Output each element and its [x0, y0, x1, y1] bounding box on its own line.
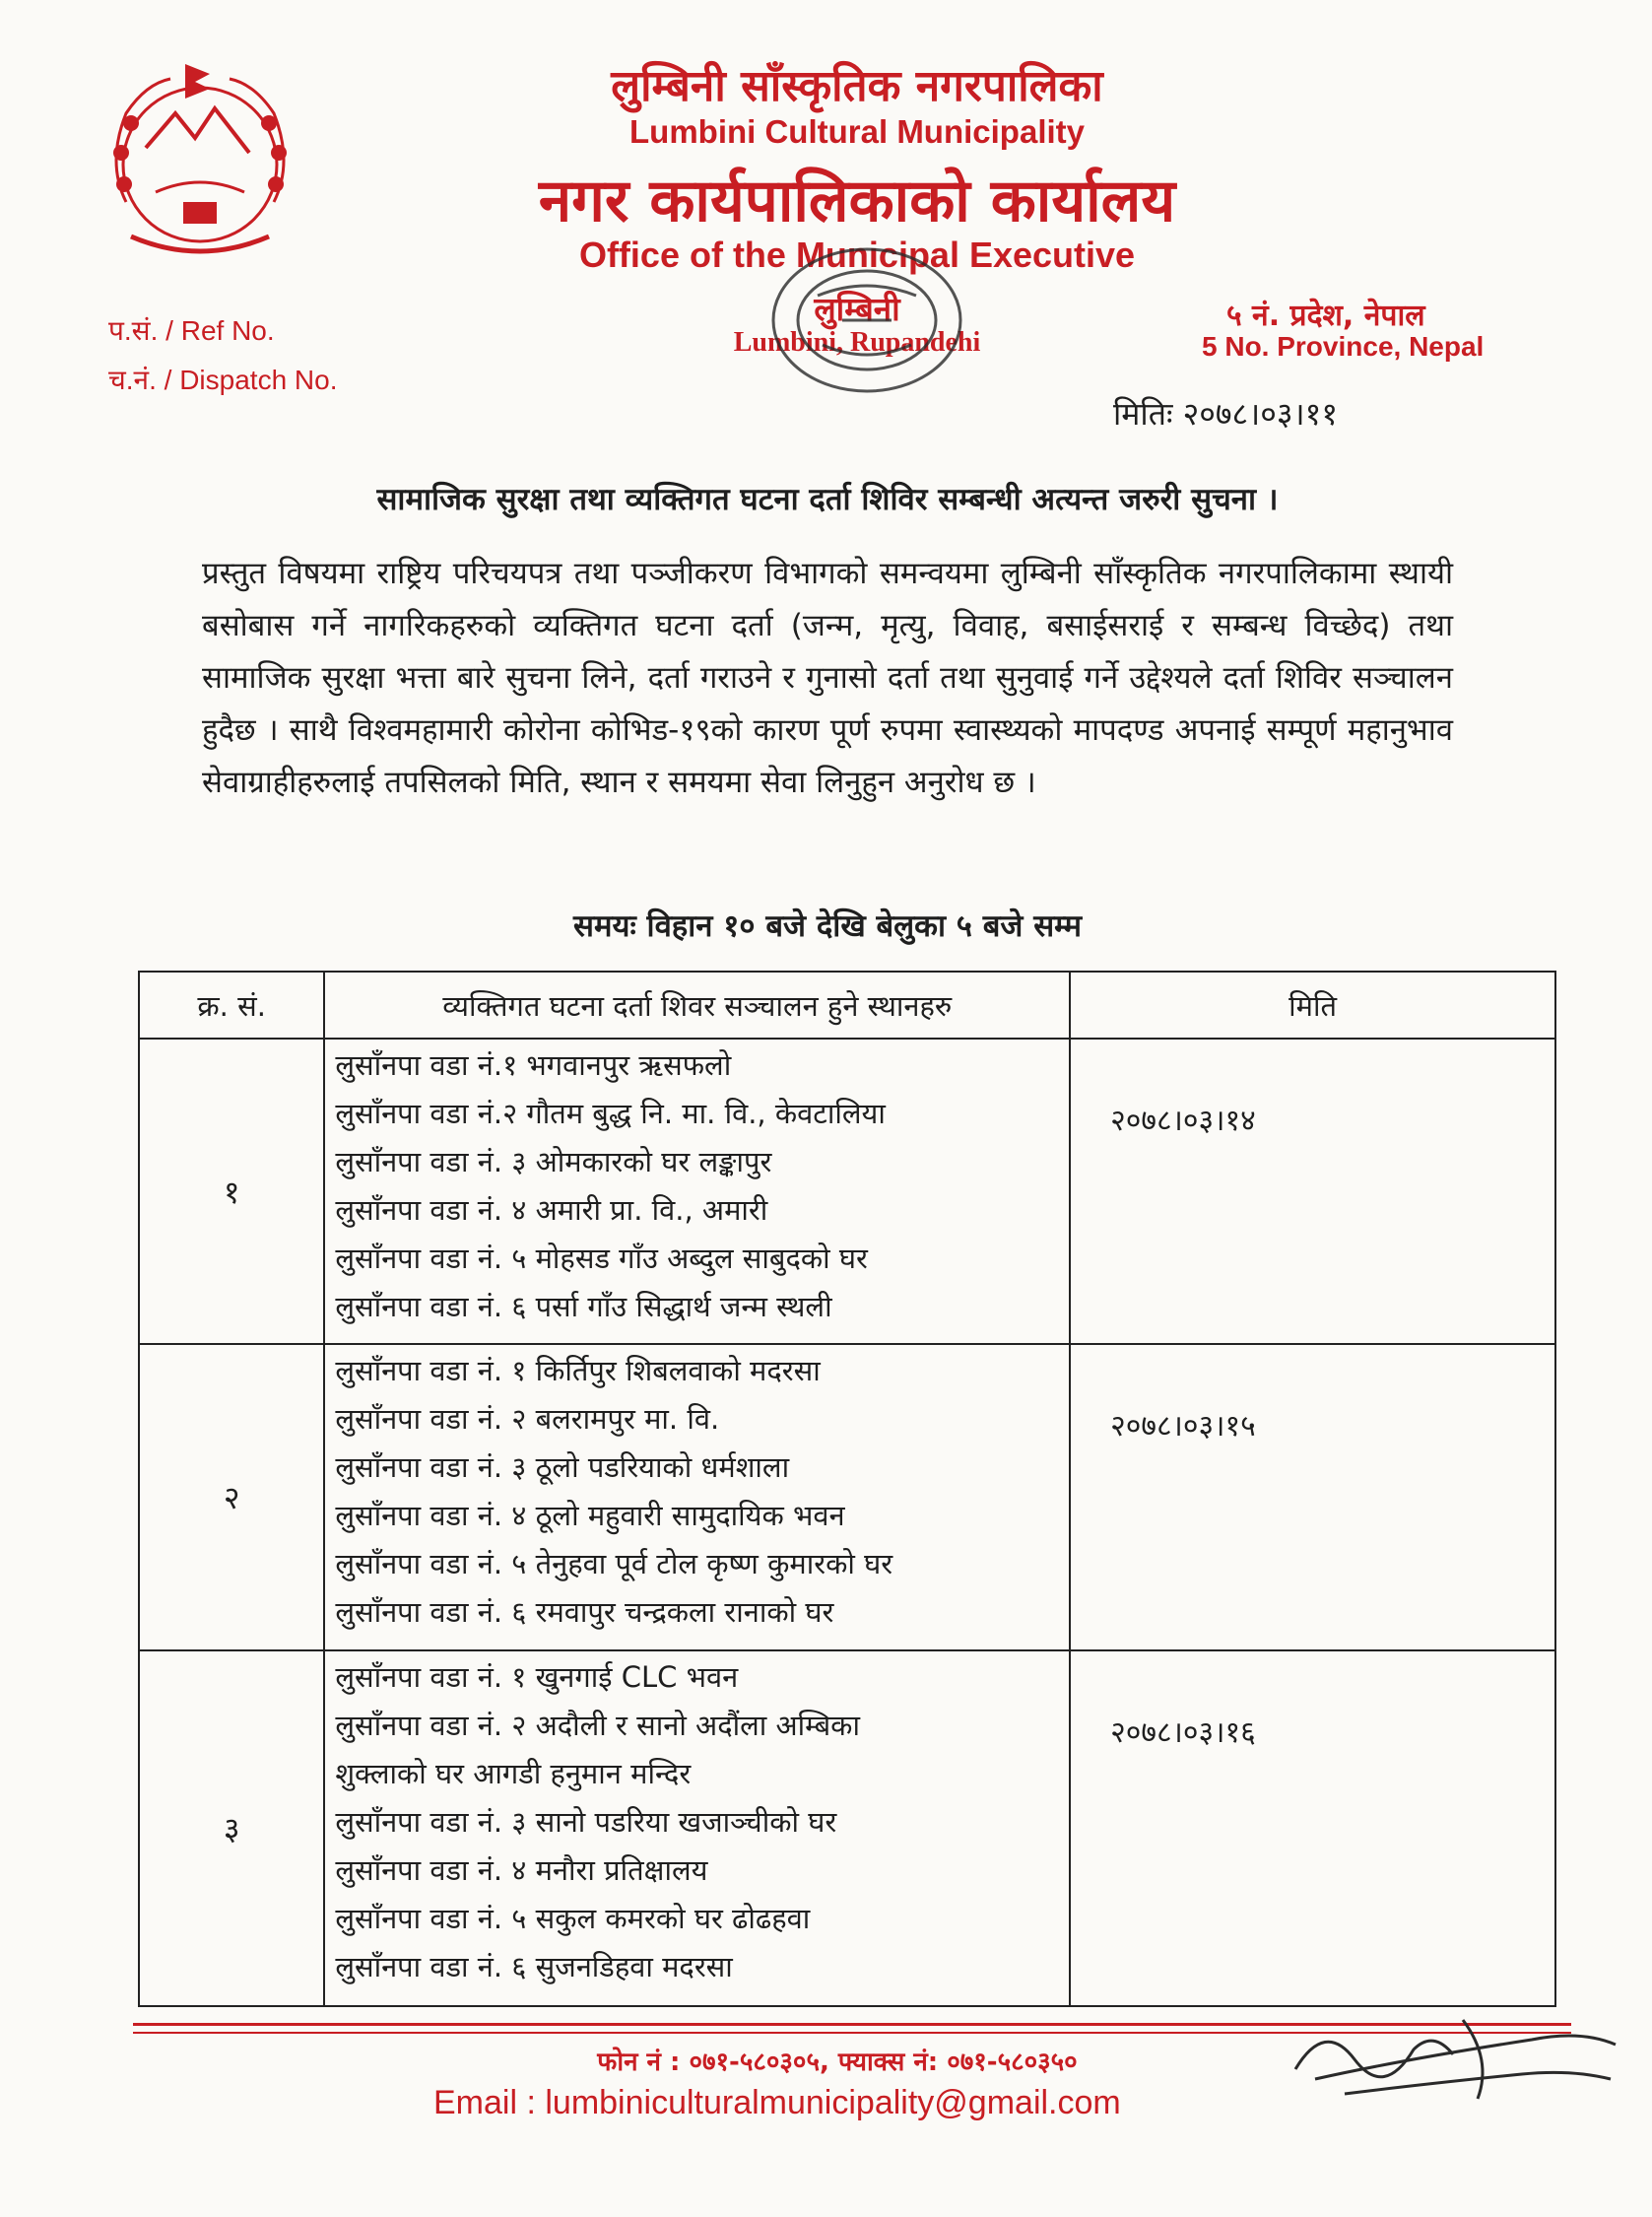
- office-name-english: Office of the Municipal Executive: [578, 235, 1136, 275]
- location-item: लुसाँनपा वडा नं. ४ अमारी प्रा. वि., अमारी: [335, 1193, 768, 1227]
- camp-schedule-table: [138, 971, 1556, 2007]
- locations-cell: [324, 1344, 1070, 1649]
- location-item: लुसाँनपा वडा नं. ६ सुजनडिहवा मदरसा: [335, 1949, 733, 1983]
- date-cell: २०७८।०३।१५: [1070, 1344, 1555, 1649]
- table-row: [139, 1650, 1555, 2006]
- table-row: [139, 1344, 1555, 1649]
- location-item: लुसाँनपा वडा नं.१ भगवानपुर ऋसफलो: [335, 1048, 732, 1082]
- locations-cell: [324, 1650, 1070, 2006]
- province-english: 5 No. Province, Nepal: [1202, 331, 1485, 362]
- location-item: लुसाँनपा वडा नं. ५ सकुल कमरको घर ढोढहवा: [335, 1901, 811, 1935]
- location-item: लुसाँनपा वडा नं. ४ मनौरा प्रतिक्षालय: [335, 1852, 708, 1887]
- notice-subject: सामाजिक सुरक्षा तथा व्यक्तिगत घटना दर्ता शिविर सम्बन्धी अत्यन्त जरुरी सुचना ।: [376, 482, 1279, 517]
- location-item: लुसाँनपा वडा नं. ३ ठूलो पडरियाको धर्मशाला: [335, 1450, 790, 1485]
- location-item: लुसाँनपा वडा नं. ४ ठूलो महुवारी सामुदायिक भवन: [335, 1499, 845, 1533]
- location-item: लुसाँनपा वडा नं. ५ तेनुहवा पूर्व टोल कृष्ण कुमारको घर: [335, 1547, 893, 1581]
- location-item: लुसाँनपा वडा नं. ६ पर्सा गाँउ सिद्धार्थ जन्म स्थली: [335, 1290, 832, 1323]
- org-name-english: Lumbini Cultural Municipality: [629, 113, 1085, 150]
- org-name-nepali: लुम्बिनी साँस्कृतिक नगरपालिका: [611, 61, 1103, 111]
- location-item: लुसाँनपा वडा नं. ६ रमवापुर चन्द्रकला रानाको घर: [335, 1595, 834, 1630]
- location-nepali: लुम्बिनी: [814, 290, 900, 328]
- serial-number-header: क्र. सं.: [139, 972, 324, 1039]
- location-item: लुसाँनपा वडा नं. ३ ओमकारको घर लङ्कापुर: [335, 1145, 772, 1178]
- serial-number-cell: १: [139, 1039, 324, 1344]
- date-header: मिति: [1070, 972, 1555, 1039]
- location-english: Lumbini, Rupandehi: [733, 327, 981, 358]
- table-row: [139, 1039, 1555, 1344]
- serial-number-cell: २: [139, 1344, 324, 1649]
- date-cell: २०७८।०३।१६: [1070, 1650, 1555, 2006]
- location-item: लुसाँनपा वडा नं. १ खुनगाई CLC भवन: [335, 1659, 739, 1694]
- location-item: लुसाँनपा वडा नं.२ गौतम बुद्ध नि. मा. वि., केवटालिया: [335, 1097, 886, 1130]
- dispatch-number-label: च.नं. / Dispatch No.: [108, 365, 338, 395]
- location-item: शुक्लाको घर आगडी हनुमान मन्दिर: [335, 1756, 692, 1790]
- serial-number-cell: ३: [139, 1650, 324, 2006]
- locations-cell: [324, 1039, 1070, 1344]
- location-item: लुसाँनपा वडा नं. २ अदौली र सानो अदौंला अम्बिका: [335, 1708, 860, 1742]
- location-item: लुसाँनपा वडा नं. १ किर्तिपुर शिबलवाको मदरसा: [335, 1354, 821, 1388]
- location-item: लुसाँनपा वडा नं. ३ सानो पडरिया खजाञ्चीको घर: [335, 1804, 837, 1839]
- ref-number-label: प.सं. / Ref No.: [108, 315, 275, 346]
- locations-header: व्यक्तिगत घटना दर्ता शिवर सञ्चालन हुने स्थानहरु: [324, 972, 1070, 1039]
- office-seal-stamp: [759, 236, 975, 404]
- signature-mark: [1286, 2000, 1625, 2118]
- province-nepali: ५ नं. प्रदेश, नेपाल: [1226, 299, 1425, 333]
- camp-timing: समयः विहान १० बजे देखि बेलुका ५ बजे सम्म: [573, 908, 1082, 944]
- footer-email: Email : lumbiniculturalmunicipality@gmail.com: [433, 2084, 1121, 2121]
- location-item: लुसाँनपा वडा नं. ५ मोहसड गाँउ अब्दुल साबुदको घर: [335, 1242, 868, 1275]
- office-name-nepali: नगर कार्यपालिकाको कार्यालय: [538, 167, 1176, 235]
- table-header-row: [139, 972, 1555, 1039]
- nepal-emblem-icon: [87, 54, 313, 281]
- footer-phone-fax: फोन नं : ०७१-५८०३०५, फ्याक्स नं: ०७१-५८०३५०: [597, 2048, 1078, 2077]
- location-item: लुसाँनपा वडा नं. २ बलरामपुर मा. वि.: [335, 1402, 720, 1437]
- notice-date: मितिः २०७८।०३।११: [1113, 395, 1338, 433]
- date-cell: २०७८।०३।१४: [1070, 1039, 1555, 1344]
- notice-body: प्रस्तुत विषयमा राष्ट्रिय परिचयपत्र तथा पञ्जीकरण विभागको समन्वयमा लुम्बिनी साँस्कृतिक नगरपालिकामा स्थायी बसोबास गर्ने नागरिकहरुको व्यक्तिगत घटना दर्ता (जन्म, मृत्यु, विवाह, बसाईसराई र सम्बन्ध विच्छेद) तथा सामाजिक सुरक्षा भत्ता बारे सुचना लिने, दर्ता गराउने र गुनासो दर्ता तथा सुनुवाई गर्ने उद्देश्यले दर्ता शिविर सञ्चालन हुदैछ । साथै विश्वमहामारी कोरोना कोभिड-१९को कारण पूर्ण रुपमा स्वास्थ्यको मापदण्ड अपनाई सम्पूर्ण महानुभाव सेवाग्राहीहरुलाई तपसिलको मिति, स्थान र समयमा सेवा लिनुहुन अनुरोध छ ।: [202, 556, 1453, 800]
